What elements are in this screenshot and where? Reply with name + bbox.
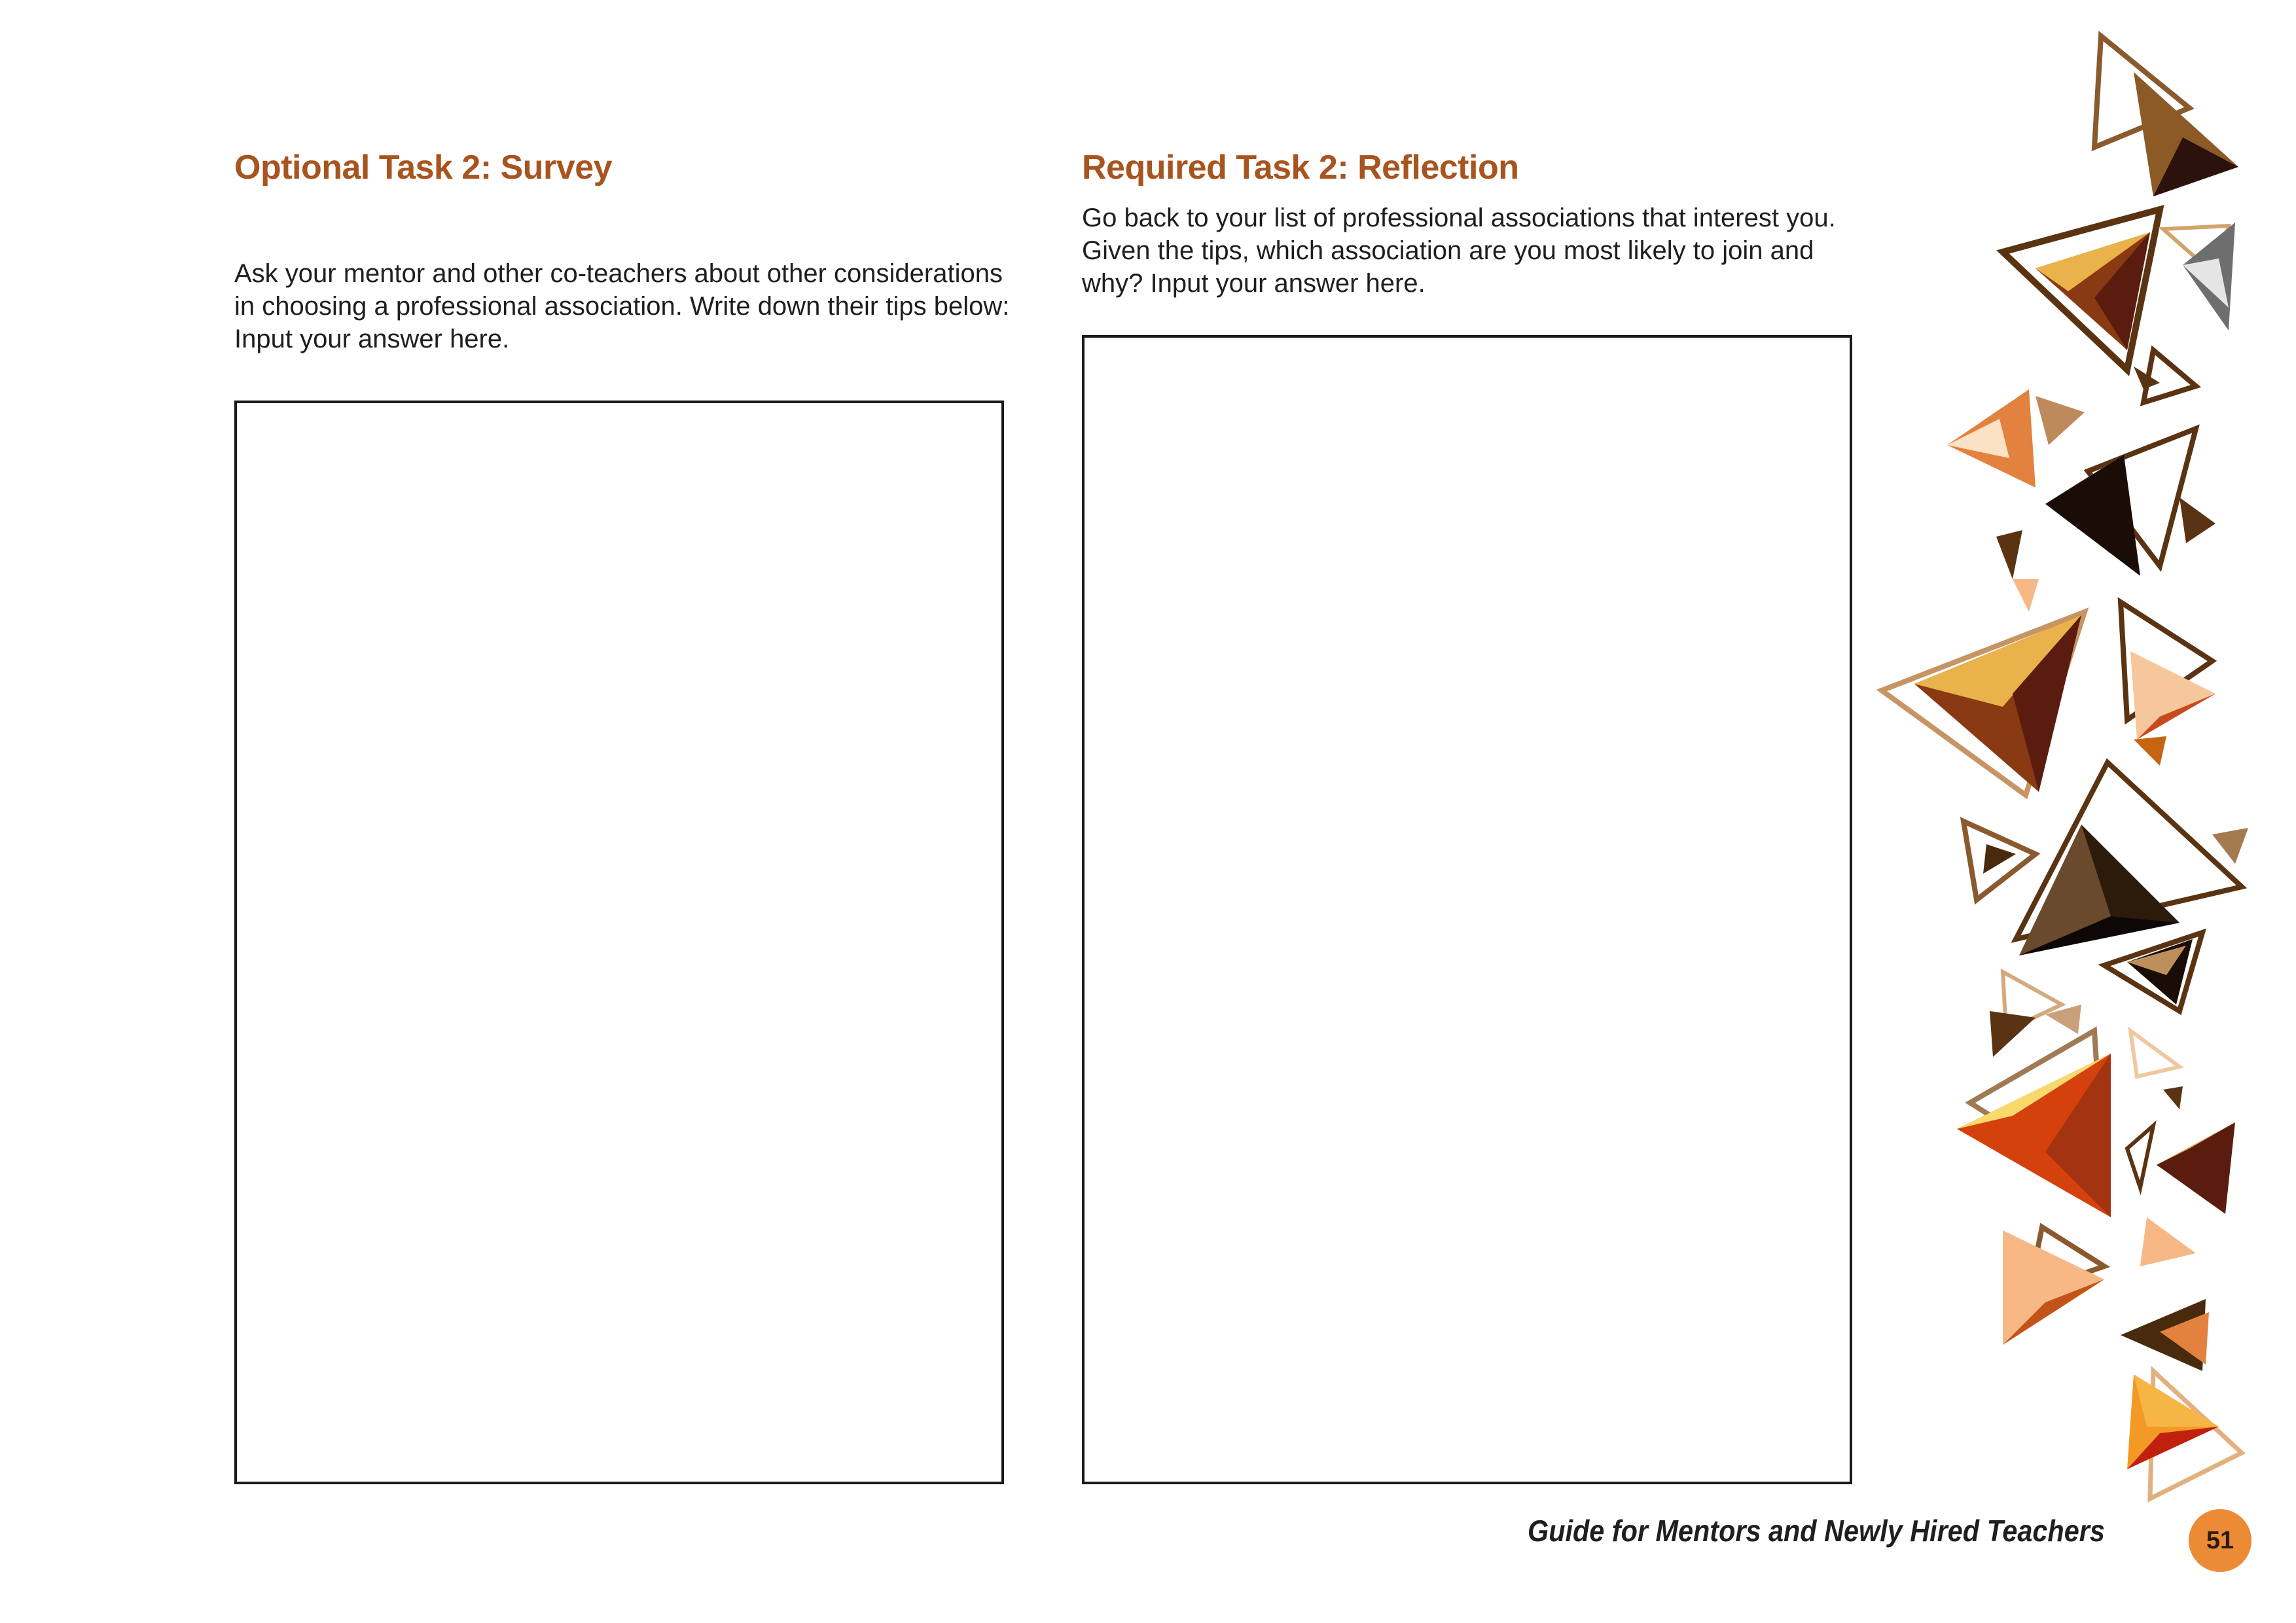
- optional-task-instructions: [234, 257, 1009, 355]
- footer-guide-title: Guide for Mentors and Newly Hired Teachers: [1528, 1514, 2105, 1548]
- instruction-line: Go back to your list of professional associations that interest you.: [1082, 204, 1836, 232]
- instruction-line: in choosing a professional association. Write down their tips below:: [234, 292, 1010, 321]
- instruction-line: Ask your mentor and other co-teachers about other considerations: [234, 259, 1003, 288]
- optional-task-heading: Optional Task 2: Survey: [234, 149, 613, 187]
- required-task-heading: Required Task 2: Reflection: [1082, 149, 1519, 187]
- page-number: 51: [2206, 1526, 2234, 1554]
- instruction-line: Input your answer here.: [234, 325, 510, 353]
- instruction-line: Given the tips, which association are you most likely to join and: [1082, 236, 1814, 265]
- page-number-badge: [2189, 1509, 2251, 1572]
- survey-answer-box[interactable]: [234, 401, 1004, 1484]
- instruction-line: why? Input your answer here.: [1082, 269, 1426, 298]
- triangle-pattern-decoration: [1833, 0, 2296, 1623]
- required-task-instructions: [1082, 202, 1836, 300]
- reflection-answer-box[interactable]: [1082, 335, 1852, 1484]
